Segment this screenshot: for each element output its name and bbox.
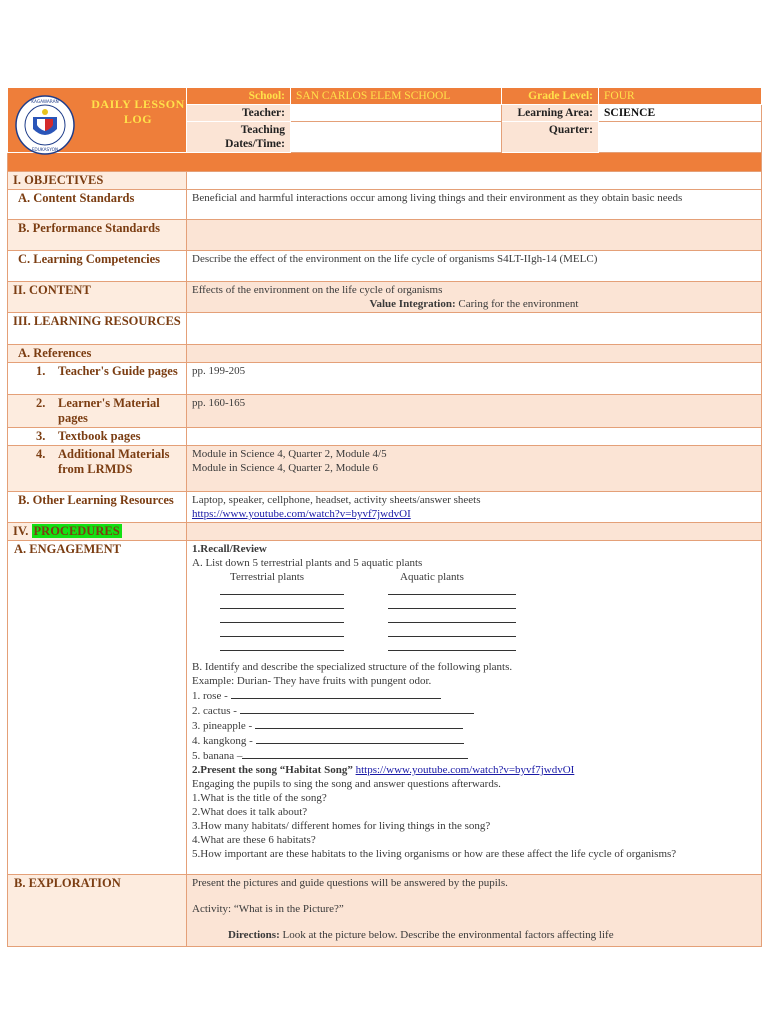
other-resources-cell bbox=[187, 492, 762, 523]
objectives-cell bbox=[187, 172, 762, 190]
plant-item: 4. kangkong - bbox=[192, 733, 756, 748]
directions-line bbox=[192, 928, 756, 942]
deped-seal-icon bbox=[15, 95, 75, 155]
example-text: Example: Durian- They have fruits with pungent odor. bbox=[192, 675, 432, 687]
additional-materials-label: 4. Additional Materials from LRMDS bbox=[8, 446, 187, 492]
learning-resources-heading: III. LEARNING RESOURCES bbox=[8, 313, 187, 345]
content-cell bbox=[187, 282, 762, 313]
teachers-guide-label: 1. Teacher's Guide pages bbox=[8, 363, 187, 395]
exploration-label: B. EXPLORATION bbox=[8, 875, 187, 947]
aquatic-blank[interactable] bbox=[388, 612, 516, 623]
daily-lesson-log bbox=[7, 87, 761, 947]
grade-label: Grade Level: bbox=[502, 88, 599, 105]
additional-materials-line: Module in Science 4, Quarter 2, Module 6 bbox=[192, 462, 379, 474]
aquatic-blank[interactable] bbox=[388, 626, 516, 637]
other-resources-label: B. Other Learning Resources bbox=[8, 492, 187, 523]
school-label: School: bbox=[187, 88, 291, 105]
header-logo-cell bbox=[8, 88, 187, 153]
dates-label: Teaching Dates/Time: bbox=[187, 122, 291, 153]
identify-instruction: B. Identify and describe the specialized structure of the following plants. bbox=[192, 661, 513, 673]
content-text: Effects of the environment on the life cycle of organisms bbox=[192, 284, 443, 296]
value-integration-label: Value Integration: bbox=[369, 298, 456, 310]
terrestrial-blank[interactable] bbox=[220, 626, 344, 637]
engaging-text: Engaging the pupils to sing the song and answer questions afterwards. bbox=[192, 778, 501, 790]
terrestrial-heading: Terrestrial plants bbox=[230, 571, 305, 583]
value-integration-text: Caring for the environment bbox=[455, 298, 579, 310]
aquatic-blank[interactable] bbox=[388, 584, 516, 595]
grade-value[interactable]: FOUR bbox=[599, 88, 762, 105]
content-standards-text: Beneficial and harmful interactions occur among living things and their environment as they obtain basic needs bbox=[187, 190, 762, 220]
performance-standards-label: B. Performance Standards bbox=[8, 220, 187, 251]
learning-competencies-label: C. Learning Competencies bbox=[8, 251, 187, 282]
dates-field[interactable] bbox=[291, 122, 502, 153]
answer-blank[interactable] bbox=[231, 688, 441, 699]
exploration-cell bbox=[187, 875, 762, 947]
header-divider bbox=[8, 153, 762, 172]
learning-resources-cell bbox=[187, 313, 762, 345]
references-label: A. References bbox=[8, 345, 187, 363]
terrestrial-blank[interactable] bbox=[220, 584, 344, 595]
activity-title: Activity: “What is in the Picture?” bbox=[192, 903, 344, 915]
content-heading: II. CONTENT bbox=[8, 282, 187, 313]
procedures-heading: IV. PROCEDURES bbox=[8, 523, 187, 541]
performance-standards-text bbox=[187, 220, 762, 251]
additional-materials-line: Module in Science 4, Quarter 2, Module 4/5 bbox=[192, 448, 387, 460]
terrestrial-blank[interactable] bbox=[220, 612, 344, 623]
question: 3.How many habitats/ different homes for living things in the song? bbox=[192, 820, 491, 832]
school-value[interactable]: SAN CARLOS ELEM SCHOOL bbox=[291, 88, 502, 105]
plant-columns bbox=[230, 570, 756, 584]
teacher-label: Teacher: bbox=[187, 105, 291, 122]
engagement-label: A. ENGAGEMENT bbox=[8, 541, 187, 875]
answer-blank[interactable] bbox=[256, 733, 464, 744]
svg-text:EDUKASYON: EDUKASYON bbox=[31, 148, 59, 153]
objectives-heading: I. OBJECTIVES bbox=[8, 172, 187, 190]
plant-item: 2. cactus - bbox=[192, 703, 756, 718]
song-line bbox=[192, 763, 756, 777]
engagement-cell bbox=[187, 541, 762, 875]
quarter-field[interactable] bbox=[599, 122, 762, 153]
textbook-label: 3. Textbook pages bbox=[8, 428, 187, 446]
list-instruction: A. List down 5 terrestrial plants and 5 aquatic plants bbox=[192, 557, 423, 569]
teachers-guide-value: pp. 199-205 bbox=[187, 363, 762, 395]
directions-text: Look at the picture below. Describe the environmental factors affecting life bbox=[279, 929, 614, 941]
aquatic-blank[interactable] bbox=[388, 598, 516, 609]
content-standards-label: A. Content Standards bbox=[8, 190, 187, 220]
terrestrial-blank[interactable] bbox=[220, 598, 344, 609]
textbook-value bbox=[187, 428, 762, 446]
learning-competencies-text: Describe the effect of the environment on the life cycle of organisms S4LT-IIgh-14 (MELC) bbox=[187, 251, 762, 282]
references-cell bbox=[187, 345, 762, 363]
page-title: DAILY LESSON LOG bbox=[91, 97, 185, 126]
youtube-link[interactable]: https://www.youtube.com/watch?v=byvf7jwdvOI bbox=[192, 508, 411, 520]
value-integration bbox=[192, 297, 756, 311]
answer-blank[interactable] bbox=[255, 718, 463, 729]
recall-heading: 1.Recall/Review bbox=[192, 543, 267, 555]
question: 5.How important are these habitats to the living organisms or how are these affect the life cycle of organisms? bbox=[192, 848, 677, 860]
song-heading: 2.Present the song “Habitat Song” bbox=[192, 764, 353, 776]
question: 4.What are these 6 habitats? bbox=[192, 834, 316, 846]
area-label: Learning Area: bbox=[502, 105, 599, 122]
procedures-cell bbox=[187, 523, 762, 541]
learners-material-value: pp. 160-165 bbox=[187, 395, 762, 428]
plant-item: 3. pineapple - bbox=[192, 718, 756, 733]
plant-item: 5. banana – bbox=[192, 748, 756, 763]
quarter-label: Quarter: bbox=[502, 122, 599, 153]
aquatic-blank[interactable] bbox=[388, 640, 516, 651]
svg-text:KAGAWARAN: KAGAWARAN bbox=[31, 100, 59, 105]
learners-material-label: 2. Learner's Material pages bbox=[8, 395, 187, 428]
question: 2.What does it talk about? bbox=[192, 806, 308, 818]
answer-blank[interactable] bbox=[240, 703, 474, 714]
teacher-field[interactable] bbox=[291, 105, 502, 122]
additional-materials-value bbox=[187, 446, 762, 492]
question: 1.What is the title of the song? bbox=[192, 792, 327, 804]
song-link[interactable]: https://www.youtube.com/watch?v=byvf7jwdvOI bbox=[355, 764, 575, 776]
exploration-intro: Present the pictures and guide questions will be answered by the pupils. bbox=[192, 877, 508, 889]
answer-blanks bbox=[192, 584, 756, 654]
answer-blank[interactable] bbox=[242, 748, 468, 759]
plant-item: 1. rose - bbox=[192, 688, 756, 703]
aquatic-heading: Aquatic plants bbox=[400, 571, 464, 583]
procedures-highlight: PROCEDURES bbox=[33, 524, 120, 538]
other-resources-text: Laptop, speaker, cellphone, headset, activity sheets/answer sheets bbox=[192, 494, 481, 506]
terrestrial-blank[interactable] bbox=[220, 640, 344, 651]
directions-label: Directions: bbox=[228, 929, 280, 941]
area-value[interactable]: SCIENCE bbox=[599, 105, 762, 122]
